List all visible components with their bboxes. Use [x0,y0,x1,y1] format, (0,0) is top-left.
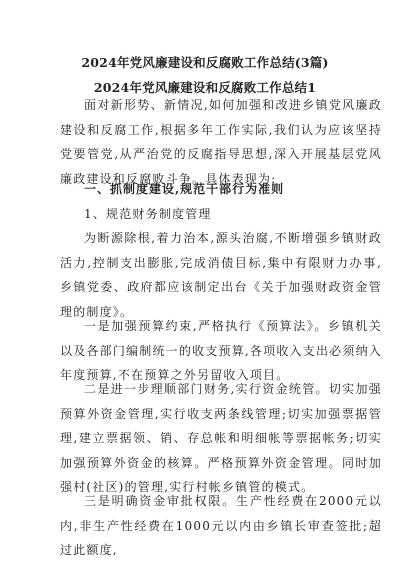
document-main-title: 2024年党风廉建设和反腐败工作总结(3篇) [81,55,329,70]
section-1 [60,177,382,226]
paragraph-4 [60,489,382,563]
paragraph-3 [60,377,382,500]
paragraph-4-text: 三是明确资金审批权限。生产性经费在2000元以内,非生产性经费在1000元以内由乡镇长审查签批;超过此额度, [60,494,382,557]
subsection-1-heading: 1、规范财务制度管理 [84,206,212,221]
paragraph-1 [60,226,382,324]
paragraph-1-text: 为断源除根,着力治本,源头治腐,不断增强乡镇财政活力,控制支出膨胀,完成消债目标,集中有限财力办事,乡镇党委、政府都应该制定出台《关于加强财政资金管理的制度》。 [60,231,382,319]
intro-text: 面对新形势、新情况,如何加强和改进乡镇党风廉政建设和反腐工作,根据多年工作实际,我们认为应该坚持党要管党,从严治党的反腐指导思想,深入开展基层党风廉政建设和反腐败斗争。具体表现为: [60,98,382,186]
paragraph-3-text: 二是进一步理顺部门财务,实行资金统管。切实加强预算外资金管理,实行收支两条线管理;切实加强票据管理,建立票据领、销、存总帐和明细帐等票据帐务;切实加强预算外资金的核算。严格预算外资金管理。同时加强村(社区)的管理,实行村帐乡镇管的模式。 [60,382,382,494]
section-1-heading: 一、抓制度建设,规范干部行为准则 [84,182,285,196]
paragraph-2-text: 一是加强预算约束,严格执行《预算法》。乡镇机关以及各部门编制统一的收支预算,各项收入支出必须纳入年度预算,不在预算之外另留收入项目。 [60,319,382,382]
document-sub-title: 2024年党风廉建设和反腐败工作总结1 [93,80,317,95]
